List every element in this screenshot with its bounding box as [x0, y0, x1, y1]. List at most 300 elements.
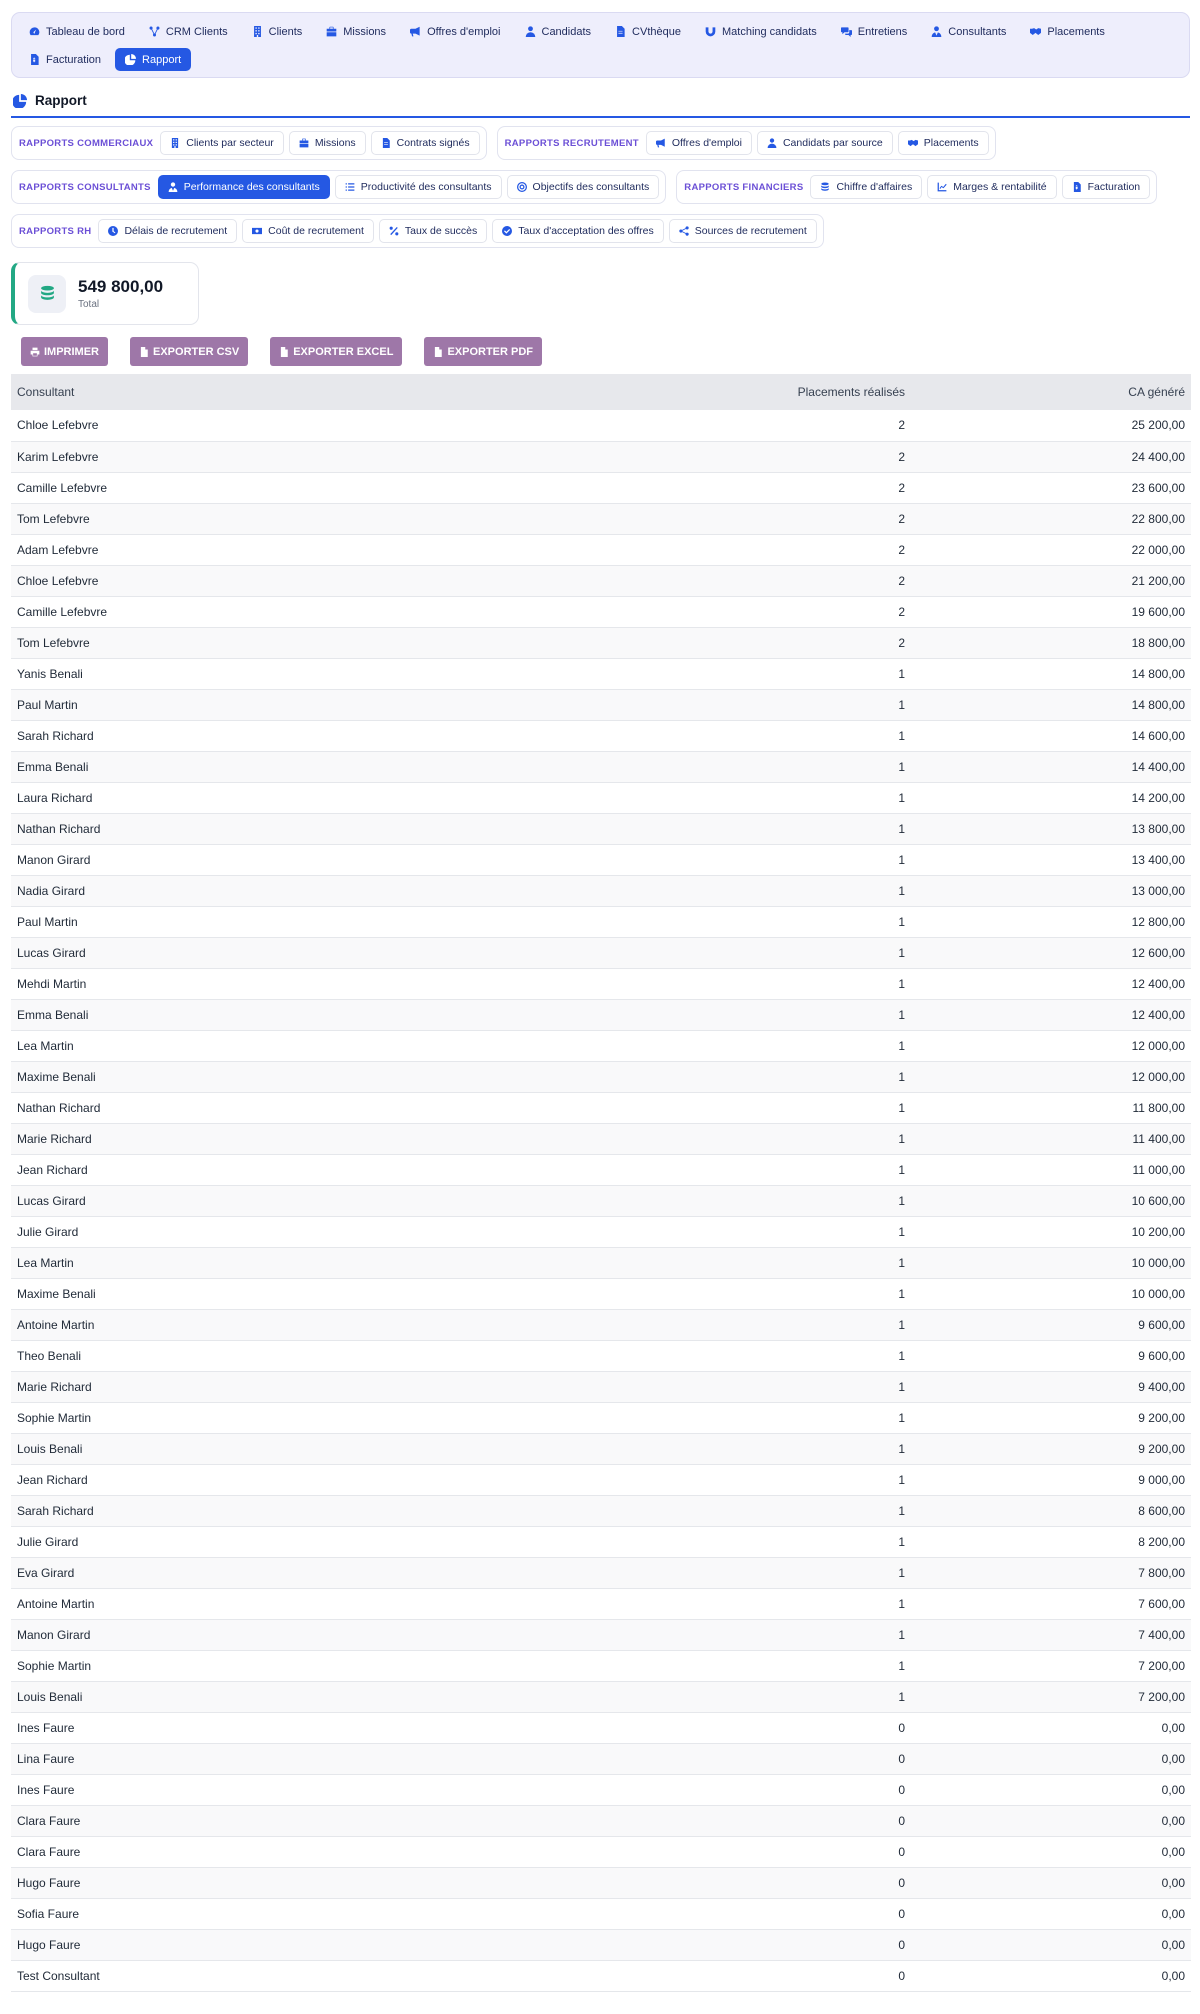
cell-revenue: 14 600,00: [1131, 728, 1185, 743]
cell-revenue: 18 800,00: [1131, 635, 1185, 650]
cell-consultant: Sarah Richard: [17, 1503, 94, 1518]
table-row: [11, 1929, 1191, 1960]
cell-consultant: Sarah Richard: [17, 728, 94, 743]
cell-consultant: Lea Martin: [17, 1255, 74, 1270]
column-header-placements[interactable]: Placements réalisés: [611, 374, 911, 410]
cell-consultant: Lina Faure: [17, 1751, 75, 1766]
cell-consultant: Chloe Lefebvre: [17, 573, 99, 588]
cell-placements: 1: [898, 821, 905, 836]
cell-consultant: Nathan Richard: [17, 821, 101, 836]
total-card: [11, 262, 199, 325]
cell-revenue: 10 000,00: [1131, 1286, 1185, 1301]
table-row: [11, 813, 1191, 844]
top-navigation: [11, 12, 1190, 78]
table-row: [11, 1557, 1191, 1588]
cell-consultant: Paul Martin: [17, 697, 78, 712]
cell-revenue: 9 000,00: [1138, 1472, 1185, 1487]
cell-consultant: Jean Richard: [17, 1162, 88, 1177]
cell-consultant: Chloe Lefebvre: [17, 418, 99, 433]
cell-revenue: 12 800,00: [1131, 914, 1185, 929]
report-button-taux-de-succes[interactable]: [379, 219, 487, 243]
report-group-rapports-commerciaux: [11, 126, 487, 160]
cell-consultant: Hugo Faure: [17, 1875, 81, 1890]
table-row: [11, 472, 1191, 503]
report-button-facturation[interactable]: [1062, 175, 1151, 199]
building-icon: [170, 138, 180, 148]
cell-placements: 0: [898, 1813, 905, 1828]
cell-consultant: Karim Lefebvre: [17, 449, 99, 464]
nav-item-label: Placements: [1047, 25, 1105, 38]
table-row: [11, 751, 1191, 782]
pie-chart-icon: [13, 94, 27, 108]
cell-placements: 1: [898, 1007, 905, 1022]
cell-revenue: 0,00: [1161, 1751, 1185, 1766]
cell-placements: 1: [898, 697, 905, 712]
table-row: [11, 782, 1191, 813]
cell-placements: 1: [898, 1317, 905, 1332]
table-row: [11, 968, 1191, 999]
table-row: [11, 1588, 1191, 1619]
cell-revenue: 0,00: [1161, 1844, 1185, 1859]
table-row: [11, 1402, 1191, 1433]
cell-revenue: 13 400,00: [1131, 852, 1185, 867]
cell-consultant: Lucas Girard: [17, 945, 86, 960]
nav-item-label: Offres d'emploi: [427, 25, 501, 38]
coins-icon: [820, 182, 830, 192]
cell-placements: 2: [898, 635, 905, 650]
cell-placements: 0: [898, 1906, 905, 1921]
invoice-icon: [1072, 182, 1082, 192]
building-icon: [252, 26, 263, 37]
cell-placements: 1: [898, 1379, 905, 1394]
cell-revenue: 14 200,00: [1131, 790, 1185, 805]
cell-placements: 1: [898, 1472, 905, 1487]
target-icon: [517, 182, 527, 192]
cell-placements: 1: [898, 1131, 905, 1146]
report-group-rapports-recrutement: [497, 126, 996, 160]
report-button-candidats-par-source[interactable]: [757, 131, 893, 155]
nav-item-label: CRM Clients: [165, 25, 228, 38]
report-button-label: Offres d'emploi: [671, 137, 742, 149]
table-row: [11, 534, 1191, 565]
cell-consultant: Sophie Martin: [17, 1410, 92, 1425]
cell-placements: 1: [898, 1565, 905, 1580]
cell-placements: 1: [898, 1255, 905, 1270]
report-button-label: Taux de succès: [404, 225, 478, 237]
report-groups: [11, 126, 1190, 248]
cell-consultant: Manon Girard: [17, 1627, 91, 1642]
cell-placements: 0: [898, 1751, 905, 1766]
cell-placements: 2: [898, 511, 905, 526]
percent-icon: [389, 226, 399, 236]
cell-revenue: 7 400,00: [1138, 1627, 1185, 1642]
table-row: [11, 937, 1191, 968]
cell-consultant: Emma Benali: [17, 759, 89, 774]
table-row: [11, 1030, 1191, 1061]
magnet-icon: [705, 26, 716, 37]
megaphone-icon: [410, 26, 421, 37]
invoice-icon: [29, 54, 40, 65]
report-button-chiffre-d-affaires[interactable]: [810, 175, 922, 199]
cell-revenue: 22 000,00: [1131, 542, 1185, 557]
print-button[interactable]: [21, 337, 108, 366]
cell-consultant: Clara Faure: [17, 1813, 81, 1828]
cell-placements: 1: [898, 728, 905, 743]
cell-revenue: 10 200,00: [1131, 1224, 1185, 1239]
cell-consultant: Sofia Faure: [17, 1906, 80, 1921]
nav-item-matching-candidats[interactable]: [695, 20, 827, 43]
cell-revenue: 0,00: [1161, 1937, 1185, 1952]
cell-placements: 1: [898, 914, 905, 929]
cell-revenue: 9 600,00: [1138, 1348, 1185, 1363]
cell-placements: 0: [898, 1782, 905, 1797]
cell-placements: 1: [898, 1596, 905, 1611]
cell-consultant: Eva Girard: [17, 1565, 75, 1580]
money-icon: [252, 226, 262, 236]
report-button-contrats-signes[interactable]: [371, 131, 480, 155]
file-icon: [615, 26, 626, 37]
table-row: [11, 1960, 1191, 1991]
nav-item-tableau-de-bord[interactable]: [19, 20, 135, 43]
cell-consultant: Camille Lefebvre: [17, 480, 108, 495]
cell-consultant: Jean Richard: [17, 1472, 88, 1487]
cell-revenue: 14 400,00: [1131, 759, 1185, 774]
table-row: [11, 1278, 1191, 1309]
report-button-missions[interactable]: [289, 131, 366, 155]
cell-revenue: 23 600,00: [1131, 480, 1185, 495]
cell-placements: 2: [898, 604, 905, 619]
table-row: [11, 1154, 1191, 1185]
cell-revenue: 0,00: [1161, 1875, 1185, 1890]
cell-revenue: 11 400,00: [1132, 1131, 1185, 1146]
report-button-label: Sources de recrutement: [694, 225, 807, 237]
cell-revenue: 12 000,00: [1131, 1038, 1185, 1053]
cell-consultant: Test Consultant: [17, 1968, 100, 1983]
export-csv-button[interactable]: [130, 337, 248, 366]
cell-consultant: Sophie Martin: [17, 1658, 92, 1673]
export-excel-button[interactable]: [270, 337, 402, 366]
cell-consultant: Julie Girard: [17, 1534, 79, 1549]
nav-item-label: Entretiens: [857, 25, 908, 38]
user-tie-icon: [168, 182, 178, 192]
cell-revenue: 0,00: [1161, 1782, 1185, 1797]
nav-item-missions[interactable]: [316, 20, 396, 43]
briefcase-icon: [299, 138, 309, 148]
cell-placements: 2: [898, 480, 905, 495]
nav-item-label: Candidats: [541, 25, 592, 38]
nav-item-facturation[interactable]: [19, 48, 111, 71]
cell-placements: 0: [898, 1968, 905, 1983]
column-header-revenue[interactable]: CA généré: [911, 374, 1191, 410]
cell-consultant: Louis Benali: [17, 1689, 83, 1704]
table-row: [11, 875, 1191, 906]
page-title: Rapport: [35, 93, 87, 108]
report-group-label: RAPPORTS RECRUTEMENT: [504, 137, 639, 149]
cell-placements: 0: [898, 1875, 905, 1890]
cell-placements: 1: [898, 945, 905, 960]
cell-revenue: 12 600,00: [1131, 945, 1185, 960]
column-header-consultant[interactable]: Consultant: [11, 374, 611, 410]
table-row: [11, 1340, 1191, 1371]
cell-placements: 1: [898, 1100, 905, 1115]
network-icon: [149, 26, 160, 37]
print-button-label: IMPRIMER: [44, 345, 99, 358]
nav-item-consultants[interactable]: [921, 20, 1016, 43]
table-row: [11, 503, 1191, 534]
user-icon: [767, 138, 777, 148]
report-button-placements[interactable]: [898, 131, 989, 155]
cell-revenue: 0,00: [1161, 1906, 1185, 1921]
table-row: [11, 1216, 1191, 1247]
nav-item-label: Rapport: [142, 53, 182, 66]
cell-placements: 1: [898, 1348, 905, 1363]
coins-icon: [28, 275, 66, 313]
cell-revenue: 13 000,00: [1131, 883, 1185, 898]
report-button-label: Contrats signés: [396, 137, 470, 149]
table-row: [11, 1712, 1191, 1743]
report-button-productivite-des-consultants[interactable]: [335, 175, 502, 199]
file-icon: [381, 138, 391, 148]
report-button-label: Délais de recrutement: [124, 225, 228, 237]
cell-revenue: 21 200,00: [1131, 573, 1185, 588]
cell-revenue: 10 600,00: [1131, 1193, 1185, 1208]
cell-consultant: Maxime Benali: [17, 1286, 96, 1301]
cell-placements: 1: [898, 1627, 905, 1642]
cell-revenue: 9 200,00: [1138, 1441, 1185, 1456]
cell-consultant: Ines Faure: [17, 1720, 75, 1735]
gauge-icon: [29, 26, 40, 37]
table-row: [11, 1774, 1191, 1805]
cell-revenue: 7 800,00: [1138, 1565, 1185, 1580]
cell-revenue: 11 000,00: [1132, 1162, 1185, 1177]
report-button-label: Placements: [923, 137, 979, 149]
nav-item-placements[interactable]: [1020, 20, 1114, 43]
cell-consultant: Laura Richard: [17, 790, 93, 805]
cell-consultant: Hugo Faure: [17, 1937, 81, 1952]
user-icon: [525, 26, 536, 37]
table-row: [11, 1495, 1191, 1526]
table-row: [11, 565, 1191, 596]
cell-consultant: Adam Lefebvre: [17, 542, 99, 557]
cell-revenue: 19 600,00: [1131, 604, 1185, 619]
nav-item-candidats[interactable]: [515, 20, 602, 43]
cell-placements: 1: [898, 1193, 905, 1208]
cell-placements: 1: [898, 1534, 905, 1549]
report-group-rapports-rh: [11, 214, 824, 248]
cell-consultant: Ines Faure: [17, 1782, 75, 1797]
cell-revenue: 9 200,00: [1138, 1410, 1185, 1425]
cell-placements: 2: [898, 449, 905, 464]
table-row: [11, 1092, 1191, 1123]
report-button-taux-d-acceptation-des-offres[interactable]: [492, 219, 663, 243]
report-button-cout-de-recrutement[interactable]: [242, 219, 374, 243]
table-row: [11, 441, 1191, 472]
report-button-marges-rentabilite[interactable]: [927, 175, 1056, 199]
table-row: [11, 689, 1191, 720]
handshake-icon: [1030, 26, 1041, 37]
cell-revenue: 0,00: [1161, 1813, 1185, 1828]
cell-revenue: 7 600,00: [1138, 1596, 1185, 1611]
nav-item-label: Tableau de bord: [46, 25, 125, 38]
cell-revenue: 0,00: [1161, 1968, 1185, 1983]
cell-placements: 0: [898, 1720, 905, 1735]
cell-consultant: Lucas Girard: [17, 1193, 86, 1208]
export-csv-label: EXPORTER CSV: [153, 345, 240, 358]
cell-revenue: 13 800,00: [1131, 821, 1185, 836]
cell-revenue: 10 000,00: [1131, 1255, 1185, 1270]
cell-revenue: 22 800,00: [1131, 511, 1185, 526]
cell-consultant: Antoine Martin: [17, 1317, 95, 1332]
nav-item-entretiens[interactable]: [831, 20, 918, 43]
handshake-icon: [908, 138, 918, 148]
table-row: [11, 1650, 1191, 1681]
cell-consultant: Paul Martin: [17, 914, 78, 929]
report-button-label: Marges & rentabilité: [953, 181, 1047, 193]
table-row: [11, 627, 1191, 658]
table-row: [11, 906, 1191, 937]
cell-consultant: Maxime Benali: [17, 1069, 96, 1084]
report-button-offres-d-emploi[interactable]: [646, 131, 752, 155]
table-row: [11, 1836, 1191, 1867]
cell-consultant: Theo Benali: [17, 1348, 82, 1363]
report-button-label: Clients par secteur: [186, 137, 274, 149]
report-group-label: RAPPORTS RH: [19, 225, 92, 237]
cell-revenue: 12 000,00: [1131, 1069, 1185, 1084]
file-icon: [433, 347, 443, 357]
cell-placements: 1: [898, 1689, 905, 1704]
pie-chart-icon: [125, 54, 136, 65]
export-pdf-button[interactable]: [424, 337, 542, 366]
report-button-label: Missions: [314, 137, 356, 149]
table-row: [11, 658, 1191, 689]
user-tie-icon: [931, 26, 942, 37]
page-header: [11, 93, 1190, 118]
cell-revenue: 9 400,00: [1138, 1379, 1185, 1394]
cell-revenue: 11 800,00: [1132, 1100, 1185, 1115]
total-label: Total: [78, 299, 100, 310]
report-group-label: RAPPORTS CONSULTANTS: [19, 181, 151, 193]
cell-placements: 2: [898, 418, 905, 433]
nav-item-cvtheque[interactable]: [605, 20, 691, 43]
cell-revenue: 0,00: [1161, 1720, 1185, 1735]
report-button-performance-des-consultants[interactable]: [158, 175, 330, 199]
report-button-label: Chiffre d'affaires: [836, 181, 913, 193]
cell-placements: 0: [898, 1937, 905, 1952]
cell-consultant: Tom Lefebvre: [17, 635, 90, 650]
briefcase-icon: [326, 26, 337, 37]
table-row: [11, 1309, 1191, 1340]
cell-placements: 2: [898, 573, 905, 588]
cell-revenue: 7 200,00: [1138, 1689, 1185, 1704]
megaphone-icon: [656, 138, 666, 148]
report-button-label: Productivité des consultants: [360, 181, 492, 193]
table-row: [11, 1061, 1191, 1092]
cell-consultant: Antoine Martin: [17, 1596, 95, 1611]
report-button-sources-de-recrutement[interactable]: [669, 219, 817, 243]
table-row: [11, 1867, 1191, 1898]
report-button-label: Objectifs des consultants: [532, 181, 650, 193]
consultants-table: [11, 374, 1191, 1992]
nav-item-label: Consultants: [948, 25, 1007, 38]
cell-consultant: Nathan Richard: [17, 1100, 101, 1115]
check-circle-icon: [502, 226, 512, 236]
chart-line-icon: [937, 182, 947, 192]
nav-item-label: Clients: [268, 25, 303, 38]
nav-item-label: Missions: [343, 25, 387, 38]
table-row: [11, 1185, 1191, 1216]
share-icon: [679, 226, 689, 236]
cell-revenue: 12 400,00: [1131, 1007, 1185, 1022]
cell-revenue: 24 400,00: [1131, 449, 1185, 464]
cell-placements: 1: [898, 1503, 905, 1518]
table-row: [11, 1526, 1191, 1557]
nav-item-label: Facturation: [46, 53, 102, 66]
cell-placements: 1: [898, 1224, 905, 1239]
cell-placements: 1: [898, 666, 905, 681]
nav-item-crm-clients[interactable]: [139, 20, 238, 43]
cell-placements: 1: [898, 852, 905, 867]
cell-revenue: 12 400,00: [1131, 976, 1185, 991]
cell-consultant: Louis Benali: [17, 1441, 83, 1456]
cell-placements: 1: [898, 1069, 905, 1084]
cell-placements: 1: [898, 1286, 905, 1301]
report-button-label: Candidats par source: [782, 137, 883, 149]
table-row: [11, 844, 1191, 875]
table-row: [11, 1247, 1191, 1278]
nav-item-label: Matching candidats: [721, 25, 817, 38]
report-group-rapports-financiers: [676, 170, 1157, 204]
nav-item-offres-d-emploi[interactable]: [400, 20, 510, 43]
export-toolbar: [11, 337, 1190, 366]
cell-consultant: Julie Girard: [17, 1224, 79, 1239]
table-row: [11, 1123, 1191, 1154]
cell-revenue: 14 800,00: [1131, 697, 1185, 712]
cell-placements: 1: [898, 1441, 905, 1456]
table-row: [11, 1433, 1191, 1464]
cell-revenue: 14 800,00: [1131, 666, 1185, 681]
list-icon: [345, 182, 355, 192]
cell-placements: 1: [898, 1658, 905, 1673]
table-row: [11, 999, 1191, 1030]
report-button-label: Taux d'acceptation des offres: [518, 225, 654, 237]
export-excel-label: EXPORTER EXCEL: [293, 345, 394, 358]
cell-placements: 1: [898, 976, 905, 991]
report-button-clients-par-secteur[interactable]: [160, 131, 284, 155]
cell-consultant: Clara Faure: [17, 1844, 81, 1859]
cell-placements: 1: [898, 1410, 905, 1425]
cell-consultant: Nadia Girard: [17, 883, 86, 898]
clock-icon: [108, 226, 118, 236]
cell-consultant: Yanis Benali: [17, 666, 83, 681]
cell-placements: 1: [898, 1162, 905, 1177]
table-row: [11, 1681, 1191, 1712]
nav-item-rapport[interactable]: [115, 48, 191, 71]
cell-revenue: 7 200,00: [1138, 1658, 1185, 1673]
cell-consultant: Lea Martin: [17, 1038, 74, 1053]
table-header-row: [11, 374, 1191, 410]
cell-consultant: Manon Girard: [17, 852, 91, 867]
table-row: [11, 1805, 1191, 1836]
report-button-label: Coût de recrutement: [268, 225, 364, 237]
table-row: [11, 1743, 1191, 1774]
file-icon: [279, 347, 289, 357]
report-button-objectifs-des-consultants[interactable]: [507, 175, 660, 199]
nav-item-clients[interactable]: [242, 20, 313, 43]
cell-consultant: Marie Richard: [17, 1379, 92, 1394]
report-button-label: Facturation: [1087, 181, 1141, 193]
report-button-delais-de-recrutement[interactable]: [98, 219, 237, 243]
table-row: [11, 1619, 1191, 1650]
